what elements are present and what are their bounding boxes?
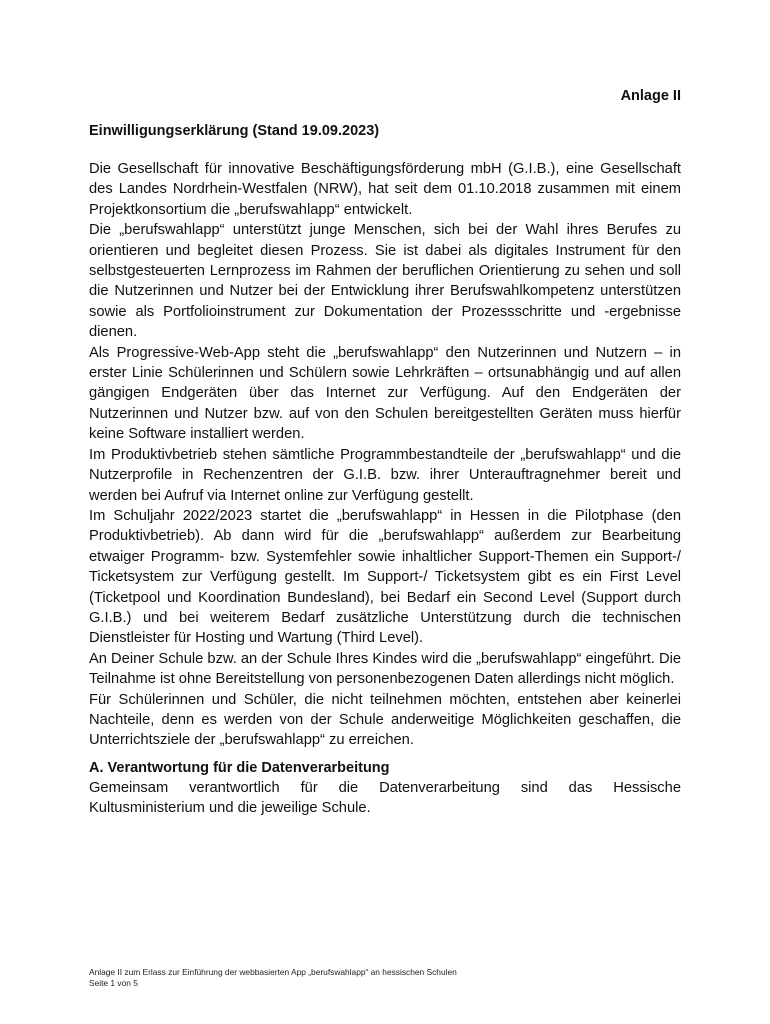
footer-page-number: Seite 1 von 5 <box>89 978 138 988</box>
footer-decree-line: Anlage II zum Erlass zur Einführung der webbasierten App „berufswahlapp“ an hessischen Schulen <box>89 967 457 977</box>
paragraph-gib-intro: Die Gesellschaft für innovative Beschäftigungsförderung mbH (G.I.B.), eine Gesellschaft des Landes Nordrhein-Westfalen (NRW), hat seit dem 01.10.2018 zusammen mit einem Projektkonsortium die „berufswahlapp“ entwickelt. <box>89 161 681 218</box>
paragraph-pilot-support: Im Schuljahr 2022/2023 startet die „berufswahlapp“ in Hessen in die Pilotphase (den Produktivbetrieb). Ab dann wird für die „berufswahlapp“ außerdem zur Bearbeitung etwaiger Programm- bzw. Systemfehler sowie inhaltlicher Support-Themen ein Support-/ Ticketsystem zur Verfügung gestellt. Im Support-/ Ticketsystem gibt es ein First Level (Ticketpool und Koordination Bundesland), bei Bedarf ein Second Level (Support durch G.I.B.) und bei weiterem Bedarf zusätzliche Unterstützung durch die technischen Dienstleister für Hosting und Wartung (Third Level). <box>89 507 681 647</box>
section-a <box>89 758 681 819</box>
paragraph-production: Im Produktivbetrieb stehen sämtliche Programmbestandteile der „berufswahlapp“ und die Nutzerprofile in Rechenzentren der G.I.B. bzw. ihrer Unterauftragnehmer bereit und werden bei Aufruf via Internet online zur Verfügung gestellt. <box>89 446 681 504</box>
paragraph-no-disadvantage: Für Schülerinnen und Schüler, die nicht teilnehmen möchten, entstehen aber keinerlei Nachteile, denn es werden von der Schule anderweitige Möglichkeiten geschaffen, die Unterrichtsziele der „berufswahlapp“ zu erreichen. <box>89 691 681 749</box>
body-text <box>89 159 681 751</box>
document-title: Einwilligungserklärung (Stand 19.09.2023) <box>89 123 380 139</box>
annex-label: Anlage II <box>620 88 681 104</box>
paragraph-app-purpose: Die „berufswahlapp“ unterstützt junge Menschen, sich bei der Wahl ihres Berufes zu orientieren und begleitet diesen Prozess. Sie ist dabei als digitales Instrument für den selbstgesteuerten Lernprozess im Rahmen der beruflichen Orientierung zu sehen und soll die Nutzerinnen und Nutzer bei der Entwicklung ihrer Berufswahlkompetenz unterstützen sowie als Portfolioinstrument zur Dokumentation der Prozessschritte und -ergebnisse dienen. <box>89 222 681 341</box>
page-footer <box>89 967 681 989</box>
paragraph-introduction: An Deiner Schule bzw. an der Schule Ihres Kindes wird die „berufswahlapp“ eingeführt. Die Teilnahme ist ohne Bereitstellung von personenbezogenen Daten allerdings nicht möglich. <box>89 650 681 688</box>
paragraph-pwa: Als Progressive-Web-App steht die „berufswahlapp“ den Nutzerinnen und Nutzern – in erster Linie Schülerinnen und Schülern sowie Lehrkräften – ortsunabhängig und auf allen gängigen Endgeräten über das Internet zur Verfügung. Auf den Endgeräten der Nutzerinnen und Nutzer bzw. auf von den Schulen bereitgestellten Geräten muss hierfür keine Software installiert werden. <box>89 344 681 443</box>
section-a-heading: A. Verantwortung für die Datenverarbeitung <box>89 760 390 776</box>
section-a-text: Gemeinsam verantwortlich für die Datenverarbeitung sind das Hessische Kultusministerium und die jeweilige Schule. <box>89 780 681 817</box>
